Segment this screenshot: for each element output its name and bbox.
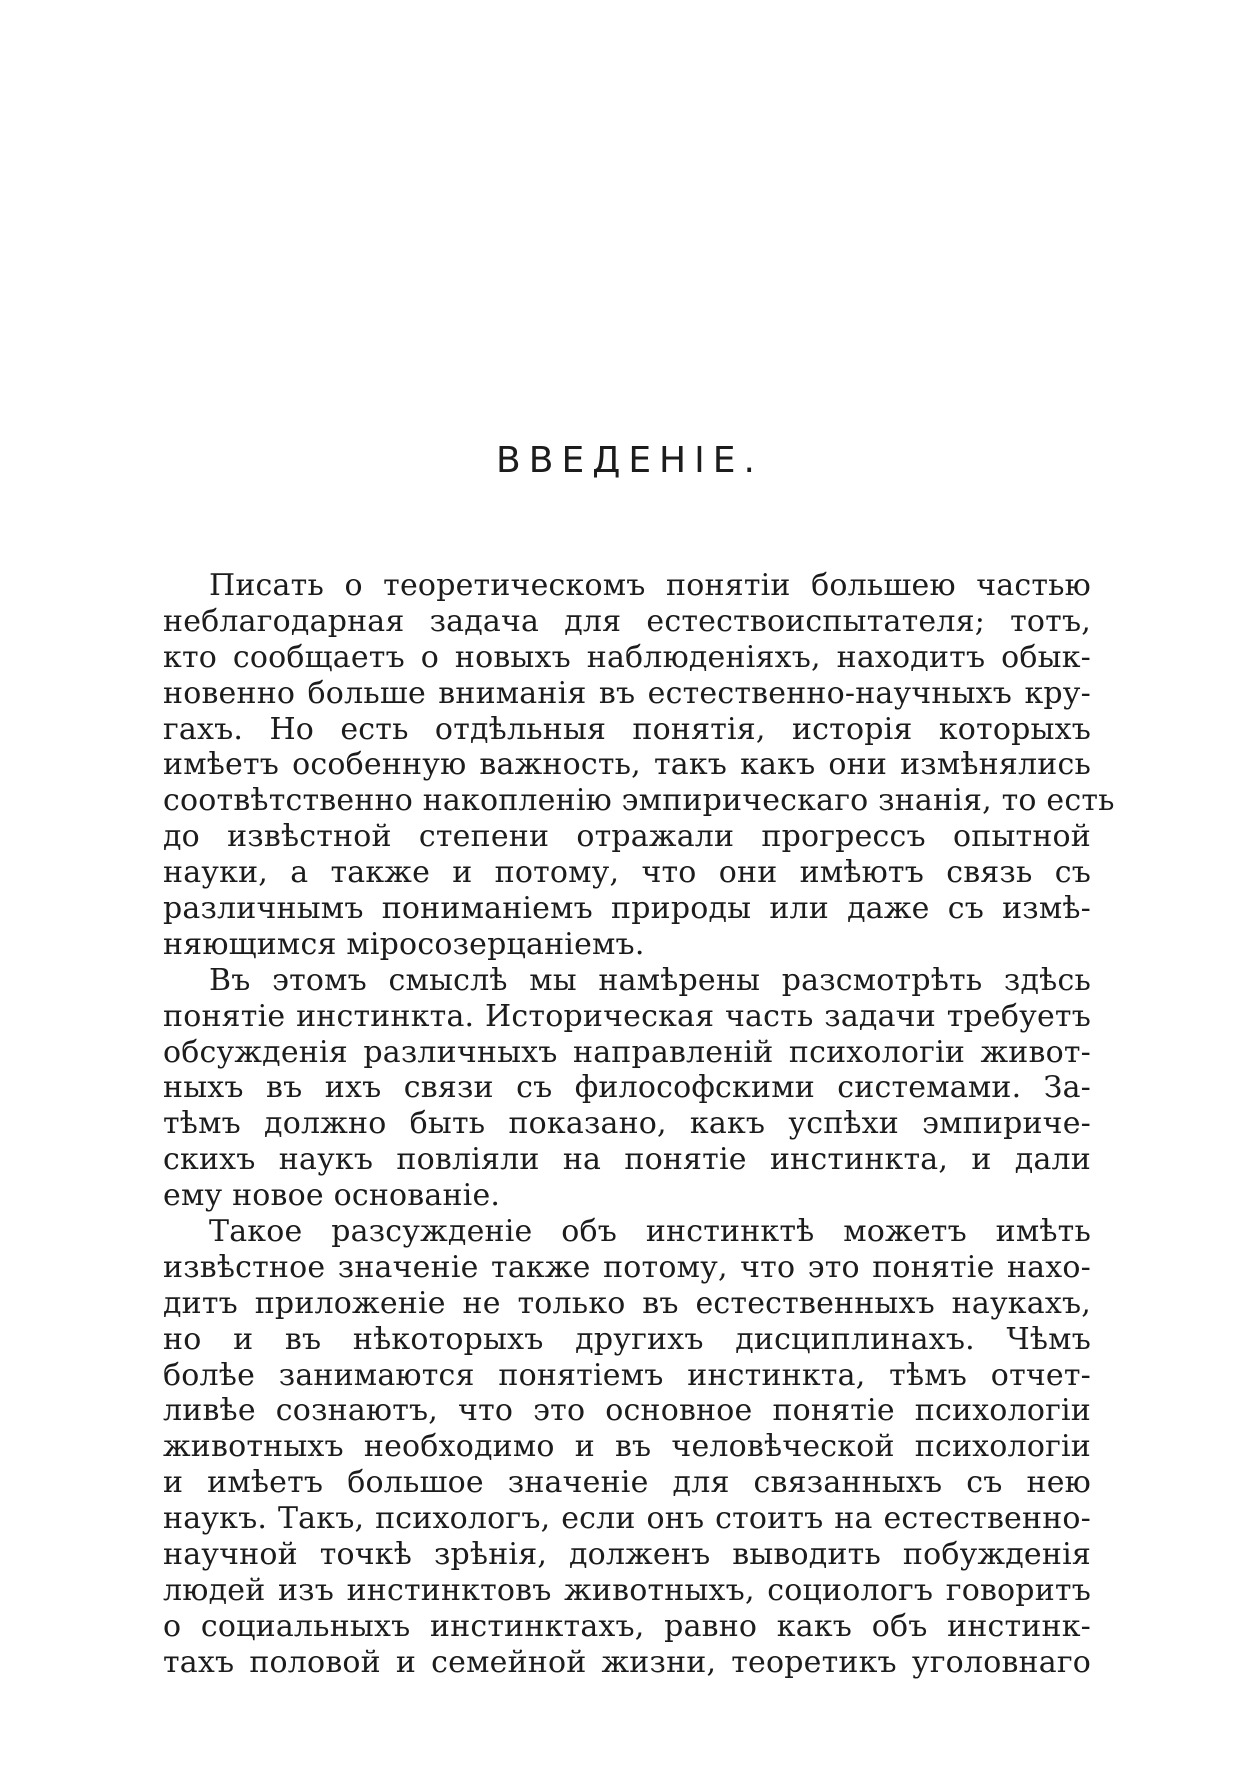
text-line: Писать о теоретическомъ понятiи большею частью <box>209 568 1091 603</box>
text-line: неблагодарная задача для естествоиспытателя; тотъ, <box>163 603 1091 639</box>
text-line: но и въ нѣкоторыхъ другихъ дисциплинахъ. Чѣмъ <box>163 1321 1091 1357</box>
text-line: дитъ приложенiе не только въ естественныхъ наукахъ, <box>163 1285 1091 1321</box>
text-line: и имѣетъ большое значенiе для связанныхъ съ нею <box>163 1465 1091 1501</box>
text-line: кто сообщаетъ о новыхъ наблюденiяхъ, находитъ обык- <box>163 639 1091 675</box>
text-line: Такое разсужденiе объ инстинктѣ можетъ имѣть <box>209 1214 1091 1250</box>
text-line: различнымъ пониманiемъ природы или даже съ измѣ- <box>163 891 1091 927</box>
chapter-title: ВВЕДЕНIЕ. <box>496 440 763 481</box>
text-line: ныхъ въ ихъ связи съ философскими системами. За- <box>163 1070 1091 1106</box>
text-line: наукъ. Такъ, психологъ, если онъ стоитъ на естественно- <box>163 1501 1091 1537</box>
text-line: обсужденiя различныхъ направленiй психологiи живот- <box>163 1034 1091 1070</box>
text-line: извѣстное значенiе также потому, что это понятiе нахо- <box>163 1249 1091 1285</box>
text-line: людей изъ инстинктовъ животныхъ, социологъ говоритъ <box>163 1572 1091 1608</box>
text-line: тѣмъ должно быть показано, какъ успѣхи эмпириче- <box>163 1106 1091 1142</box>
text-line: о социальныхъ инстинктахъ, равно какъ объ инстинк- <box>163 1608 1091 1644</box>
body-text <box>163 568 1115 1681</box>
text-line: соотвѣтственно накопленiю эмпирическаго знанiя, то есть <box>163 783 1115 819</box>
text-line: науки, а также и потому, что они имѣютъ связь съ <box>163 855 1091 891</box>
text-line: новенно больше вниманiя въ естественно-научныхъ кру- <box>163 675 1091 711</box>
text-line: скихъ наукъ повлiяли на понятiе инстинкта, и дали <box>163 1142 1091 1178</box>
text-line: Въ этомъ смыслѣ мы намѣрены разсмотрѣть здѣсь <box>209 962 1091 998</box>
text-line: болѣе занимаются понятiемъ инстинкта, тѣмъ отчет- <box>163 1357 1091 1393</box>
text-line: няющимся мiросозерцанiемъ. <box>163 926 645 962</box>
text-line: гахъ. Но есть отдѣльныя понятiя, исторiя которыхъ <box>163 711 1091 747</box>
text-line: ливѣе сознаютъ, что это основное понятiе психологiи <box>163 1393 1091 1429</box>
text-line: ему новое основанiе. <box>163 1178 501 1214</box>
text-line: до извѣстной степени отражали прогрессъ опытной <box>163 819 1091 855</box>
text-line: имѣетъ особенную важность, такъ какъ они измѣнялись <box>163 747 1091 783</box>
text-line: животныхъ необходимо и въ человѣческой психологiи <box>163 1429 1091 1465</box>
text-line: понятiе инстинкта. Историческая часть задачи требуетъ <box>163 998 1091 1034</box>
text-line: тахъ половой и семейной жизни, теоретикъ уголовнаго <box>163 1644 1091 1680</box>
text-line: научной точкѣ зрѣнiя, долженъ выводить побужденiя <box>163 1537 1091 1573</box>
